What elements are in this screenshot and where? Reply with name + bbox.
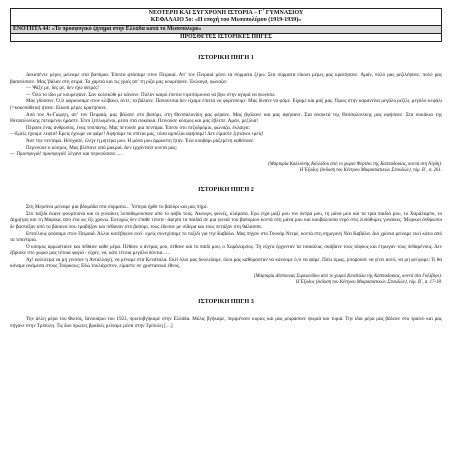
source-paragraph: Στο ταξίδι έκανε φουρτούνα και οι γυναίκες λυποθυμούσανε από το φόβο τους. Άκουγες φωνές, κλάματα. Εγώ είχα μαζί μου τον άντρα μου, τη μάνα μου και τα τρία παιδιά μου, το Χαράλαμπο, το Δημήτρη και τη Μαρίκα, από ένα ως έξι χρονώ. Ευτυχώς δεν έπαθε τίποτε· άφησα τα παιδιά σε μια γωνιά του βαποριού κοντά στη μάνα μου και κουβαλούσα νερό στις λυπόθυμες γυναίκες. Μερικοί άνθρωποι δε βαστάξαν από τα βάσανα που τραβήξαν και πέθαναν στο βαπόρι, τους έδεσαν με σίδερα και τους πετάξαν στη θάλασσα. bbox=[10, 210, 442, 230]
source-paragraph: Επιτέλους φτάσαμε στον Πειραιά. Άλλοι κατέβηκαν εκεί· εμείς συνεχίσαμε το ταξίδι για την Καβάλα. Μας πήγαν στο Τουνάρ Ντερέ, κοντά στη σημερινή Νέα Καβάλα. Διό χρόνια μείναμε εκεί κάτω από τα τσαντίρια. bbox=[10, 230, 442, 244]
source-paragraph: — Όλο το ίδιο με κουρέψανε. Σαν κολοκύθι με κάνανε. Πολύν καιρό έπειτα ντρεπόμουνα να βγω στην αγορά να ψωνίσω. bbox=[26, 91, 276, 98]
source-paragraph: — Ψάξε με, δες με, δεν έχω ψείρες! bbox=[26, 85, 99, 92]
document-header bbox=[10, 8, 442, 42]
source-citation: (Μαρτυρία Καλλιόπης Καλλίδου από το χωριό Φερτέκι της Καππαδοκίας, κοντά στη Νίγδη). bbox=[268, 161, 442, 167]
source-citation: (Μαρτυρία Δέσποινας Συμεωνίδου από το χωριό Κενάταλα της Καππαδοκίας, κοντά στα Γκέλβερι). bbox=[253, 274, 442, 280]
unit-title: ΕΝΟΤΗΤΑ 44: «Το προσφυγικό ζήτημα στην Ελλάδα κατά το Μεσοπόλεμο» bbox=[11, 25, 441, 33]
source-paragraph: Άσε την πεντάρα. Ησύχασε, έλεγε η μητέρα μου. Η μάνα μου άρρωστη ήταν. Ένα κουβάρι μαζεμένη καθότανε. bbox=[26, 137, 255, 144]
source-citation: Η Έξοδος (έκδοση του Κέντρου Μικρασιατικών Σπουδών), τόμ. Β΄, σ. 261. bbox=[299, 167, 442, 173]
course-title: ΝΕΟΤΕΡΗ ΚΑΙ ΣΥΓΧΡΟΝΗ ΙΣΤΟΡΙΑ – Γ΄ ΓΥΜΝΑΣΙΟΥ bbox=[148, 10, 304, 16]
source-paragraph: Πέρασε ένας άνθρωπος, ένας τσοπάνης. Μας πετούσε μια πεντάρα. Έπεσε στο πεζοδρόμιο, φώναζα, έκλαιγα: bbox=[26, 124, 250, 131]
worksheet-page bbox=[10, 8, 442, 330]
source-title: ΙΣΤΟΡΙΚΗ ΠΗΓΗ 2 bbox=[198, 186, 254, 194]
source-section bbox=[10, 186, 442, 286]
source-paragraph: Ο κόσμος αρρώσταινε και πέθαινε κάθε μέρα. Πέθανε ο άντρας μου, πέθανε και το παιδί μου, ο Χαράλαμπος. Τη νύχτα έρχονταν τα τσακάλια, σκάβανε τους τάφους και έτρωγαν τους πεθαμένους. Δεν έβρισκε στο χωριό μας τέτοια φαγιά - είχαν, να, κάτι τέτοια μεγάλα δόντια...... bbox=[10, 243, 442, 257]
source-paragraph: Μας γδύσανε. Ό,τι φορούσαμε στον κλίβανο, άντε, τα βάλανε. Παπούτσια δεν είχαμε έπειτα να φορέσουμε. Μας δίνανε να φάμε. Είχαμε και μαξ μας. Όμως στην καραντίνα μεγάλο ρεζίλι, μεγάλο κεφάλι (=κακοπάθεια) ήτανε. Είκοσι μέρες κρατήσανε. bbox=[10, 98, 442, 111]
source-citation: Η Έξοδος (έκδοση του Κέντρου Μικρασιατικών Σπουδών), τόμ. Β΄, σ. 17-18. bbox=[295, 280, 442, 286]
source-section bbox=[10, 54, 442, 174]
source-paragraph: —Εμείς έχουμε λεφτά! Εμείς έχουμε να φάμε! Αφήσαμε τα σπίτια μας, τόσα αμπέλια αφήσαμε! Δεν είμαστε ζητιάνοι εμείς! bbox=[10, 131, 264, 138]
source-paragraph: Αχ! καλύτερα να μη γινόταν η Ανταλλαγή, να μέναμε στα Κενάταλα. Εκεί όλοι μας δουλεύαμε, όλοι μας καθόμασταν να κάνουμε ό,τι να φάμε. Πάλι όμως, μπορούσε να γίνει αυτό, να μη φεύγαμε; Τι θα κάναμε ανάμεσα στους Τούρκους; Εδώ τουλάχιστον, είμαστε σε χριστιανικό έθνος. bbox=[10, 256, 442, 270]
source-paragraph: Από τον Αι-Γιώργη, απ’ τον Πειραιά, μας βάλανε στο βαπόρι, στη Θεσσαλονίκη μας φέρανε. Μας βγάλανε και μας αφήσανε. Στα ανοικτά της Θεσσαλονίκης μας αφήσανε. Στα σοκάκια της Θεσσαλονίκης πεταμένοι ήμαστε. Έτσι ξεπλωμένοι, μέσα στα σοκάκια. Πεινούσε κόσμος και μας έβλεπε. Αμάν, ρεζίλια! bbox=[10, 111, 442, 125]
source-paragraph: Δεκαπέντε μέρες μείναμε στα βαπόρια. Έπειτα φτάσαμε στον Πειραιά. Απ’ τον Πειραιά μόνο τα σύρματα ξέρω. Στα σύρματα είκοσι μέρες μας κρατήσανε. Αμάν, πολύ μας ρεζιλέψανε, πολύ μας βασανίσανε. Μας 'βάλαν στη σειρά. Τα χαρτιά και τις γριές απ’ τη ρίζα μας κουρέψανε. Έκλαιγα, φώναζα: bbox=[10, 72, 442, 85]
source-paragraph: Στη Μερσίνα μείναμε μια βδομάδα στα σύρματα... Ύστερα ήρθε το βαπόρι και μας πήρε. bbox=[26, 204, 209, 211]
source-title: ΙΣΤΟΡΙΚΗ ΠΗΓΗ 3 bbox=[198, 298, 254, 306]
source-paragraph: Περνούσε ο κόσμος. Μας βλέπανε από μακριά. Δεν ερχόντανε κοντά μας: bbox=[26, 144, 178, 151]
source-section bbox=[10, 298, 442, 329]
source-title: ΙΣΤΟΡΙΚΗ ΠΗΓΗ 1 bbox=[198, 54, 254, 61]
document-subtitle: ΠΡΟΣΘΕΤΕΣ ΙΣΤΟΡΙΚΕΣ ΠΗΓΕΣ bbox=[11, 33, 441, 41]
source-paragraph: Την άλλη μέρα του Φωτός, Ιανουάριο του 1923, πρωτοβγήκαμε στην Ελλάδα. Μόλις βγήκαμε, περιμένανε κυρίες και μας μοιράσανε ψωμιά και τυριά. Την ίδια μέρα μας βάλανε στο τραίνο και μας πήγανε στην Τρίπολη. Τις δυο πρώτες βραδιές μείναμε μέσα στην Τρίπολη [....] bbox=[10, 316, 442, 330]
chapter-title: ΚΕΦΑΛΑΙΟ 5ο: «Η εποχή του Μεσοπολέμου (1919-1939)» bbox=[150, 17, 302, 23]
source-paragraph: — Προσφυγιά! προσφυγιά! λέγανε και περνούσανε...... bbox=[10, 151, 123, 158]
